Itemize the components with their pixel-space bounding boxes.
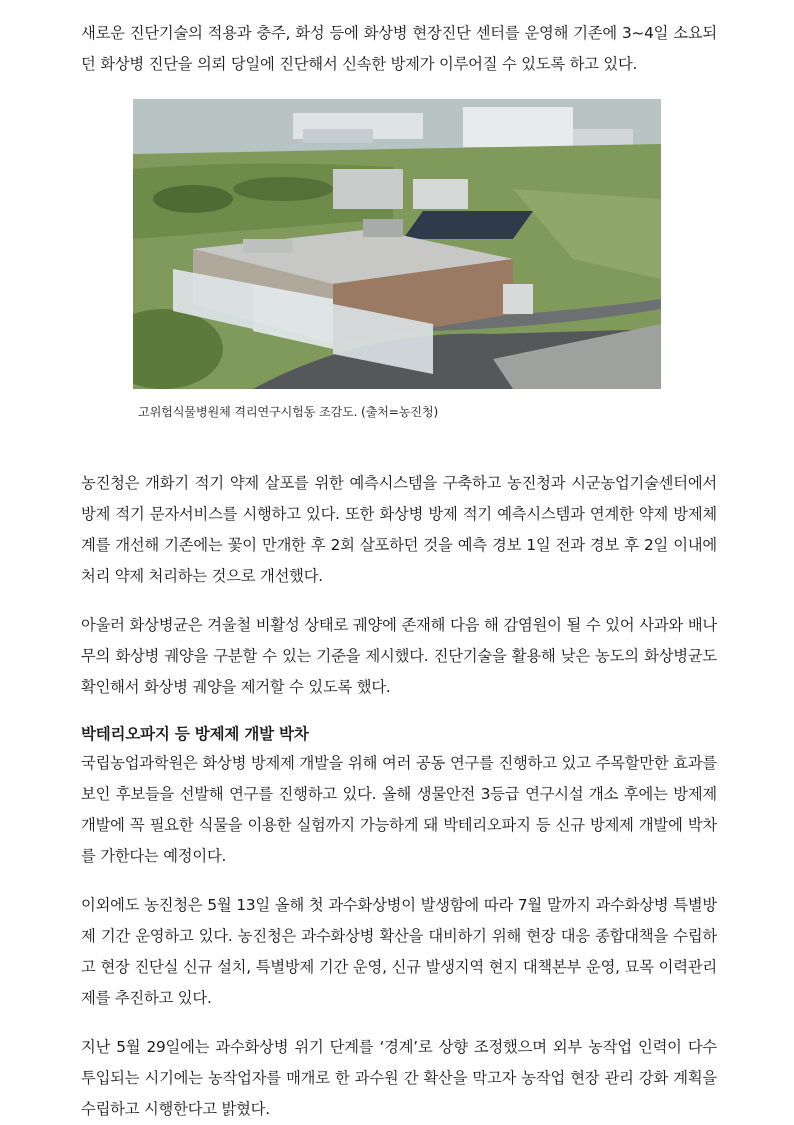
intro-paragraph: 새로운 진단기술의 적용과 충주, 화성 등에 화상병 현장진단 센터를 운영해 기존에 3~4일 소요되던 화상병 진단을 의뢰 당일에 진단해서 신속한 방제가 이루어질 수 있도록 하고 있다. [81,24,717,73]
paragraph-research: 국립농업과학원은 화상병 방제제 개발을 위해 여러 공동 연구를 진행하고 있고 주목할만한 효과를 보인 후보들을 선발해 연구를 진행하고 있다. 올해 생물안전 3등급 연구시설 개소 후에는 방제제 개발에 꼭 필요한 식물을 이용한 실험까지 가능하게 돼 박테리오파지 등 신규 방제제 개발에 박차를 가한다는 예정이다. [81,754,717,865]
section-heading: 박테리오파지 등 방제제 개발 박차 [81,725,309,743]
spacer [81,703,717,721]
paragraph-alert-level: 지난 5월 29일에는 과수화상병 위기 단계를 ‘경계’로 상향 조정했으며 외부 농작업 인력이 다수 투입되는 시기에는 농작업자를 매개로 한 과수원 간 확산을 막고자 농작업 현장 관리 강화 계획을 수립하고 시행한다고 밝혔다. [81,1038,717,1118]
spacer [81,872,717,890]
research-facility-aerial-photo [133,99,661,389]
spacer [81,420,717,468]
spacer [81,1014,717,1032]
paragraph-special-control: 이외에도 농진청은 5월 13일 올해 첫 과수화상병이 발생함에 따라 7월 말까지 과수화상병 특별방제 기간 운영하고 있다. 농진청은 과수화상병 확산을 대비하기 위해 현장 대응 종합대책을 수립하고 현장 진단실 신규 설치, 특별방제 기간 운영, 신규 발생지역 현지 대책본부 운영, 묘목 이력관리제를 추진하고 있다. [81,896,717,1007]
spacer [81,592,717,610]
paragraph-forecast-system: 농진청은 개화기 적기 약제 살포를 위한 예측시스템을 구축하고 농진청과 시군농업기술센터에서 방제 적기 문자서비스를 시행하고 있다. 또한 화상병 방제 적기 예측시스템과 연계한 약제 방제체계를 개선해 기존에는 꽃이 만개한 후 2회 살포하던 것을 예측 경보 1일 전과 경보 후 2일 이내에 처리 약제 처리하는 것으로 개선했다. [81,474,717,585]
paragraph-canker-criteria: 아울러 화상병균은 겨울철 비활성 상태로 궤양에 존재해 다음 해 감염원이 될 수 있어 사과와 배나무의 화상병 궤양을 구분할 수 있는 기준을 제시했다. 진단기술을 활용해 낮은 농도의 화상병균도 확인해서 화상병 궤양을 제거할 수 있도록 했다. [81,616,717,696]
article-body [81,18,717,1125]
figure [133,99,661,420]
figure-caption: 고위험식물병원체 격리연구시험동 조감도. (출처=농진청) [138,405,438,419]
